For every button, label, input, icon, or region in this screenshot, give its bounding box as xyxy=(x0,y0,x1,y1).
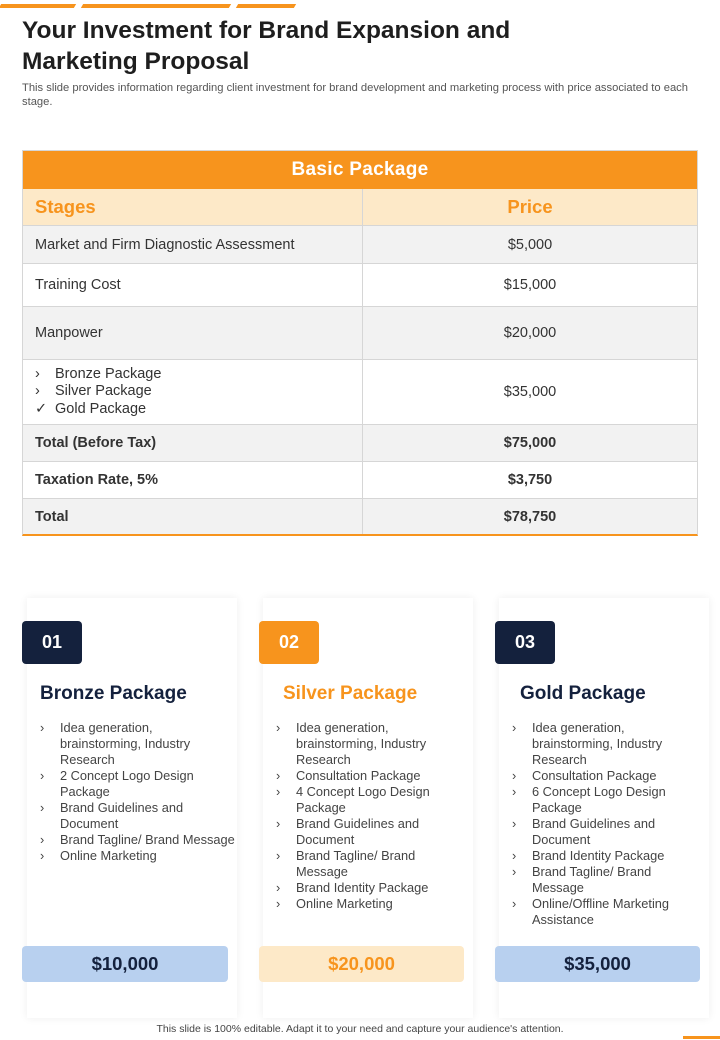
list-item xyxy=(35,383,161,401)
table-row xyxy=(23,263,697,306)
stage-cell: Manpower xyxy=(23,307,363,359)
feature-text: Online Marketing xyxy=(60,848,157,863)
list-item xyxy=(40,800,235,832)
bronze-feature-list xyxy=(40,720,235,864)
list-item xyxy=(35,366,161,384)
feature-text: Brand Guidelines and Document xyxy=(532,816,656,847)
list-item xyxy=(40,768,235,800)
list-item xyxy=(512,896,682,928)
chevron-right-icon: › xyxy=(512,864,517,879)
stage-cell: Taxation Rate, 5% xyxy=(23,462,363,498)
chevron-right-icon: › xyxy=(40,832,45,847)
silver-feature-list xyxy=(276,720,446,912)
feature-text: Brand Identity Package xyxy=(296,880,429,895)
feature-text: Brand Identity Package xyxy=(532,848,665,863)
chevron-right-icon: › xyxy=(276,880,281,895)
feature-text: Brand Guidelines and Document xyxy=(296,816,420,847)
column-header-price: Price xyxy=(507,196,553,217)
feature-text: Online/Offline Marketing Assistance xyxy=(532,896,670,927)
list-item xyxy=(512,768,682,784)
table-row xyxy=(23,306,697,359)
feature-text: 6 Concept Logo Design Package xyxy=(532,784,666,815)
chevron-right-icon: › xyxy=(35,383,40,400)
list-item xyxy=(276,848,446,880)
page-subtitle: This slide provides information regarding client investment for brand development and marketing process with price associated to each stage. xyxy=(22,82,689,108)
feature-text: Brand Guidelines and Document xyxy=(60,800,184,831)
price-cell: $75,000 xyxy=(503,435,557,451)
top-accent-bar xyxy=(0,4,76,8)
package-price: $35,000 xyxy=(495,946,700,982)
chevron-right-icon: › xyxy=(40,848,45,863)
price-cell: $3,750 xyxy=(507,472,553,488)
price-cell: $78,750 xyxy=(503,508,557,525)
list-item xyxy=(40,720,235,768)
list-item xyxy=(276,816,446,848)
feature-text: 2 Concept Logo Design Package xyxy=(60,768,194,799)
price-cell: $20,000 xyxy=(503,325,557,341)
footer-note: This slide is 100% editable. Adapt it to your need and capture your audience's attention. xyxy=(156,1023,564,1035)
stage-cell xyxy=(23,360,363,424)
feature-text: Brand Tagline/ Brand Message xyxy=(60,832,235,847)
table-row xyxy=(23,225,697,263)
chevron-right-icon: › xyxy=(512,816,517,831)
feature-text: Idea generation, brainstorming, Industry Research xyxy=(60,720,191,767)
chevron-right-icon: › xyxy=(276,896,281,911)
package-number-badge: 01 xyxy=(22,621,82,664)
feature-text: Consultation Package xyxy=(532,768,657,783)
top-accent-bar xyxy=(236,4,296,8)
table-heading: Basic Package xyxy=(23,151,697,189)
stage-cell: Total xyxy=(23,499,363,534)
list-item xyxy=(512,816,682,848)
table-header-row xyxy=(23,189,697,225)
feature-text: Consultation Package xyxy=(296,768,421,783)
chevron-right-icon: › xyxy=(512,848,517,863)
chevron-right-icon: › xyxy=(276,816,281,831)
table-row xyxy=(23,359,697,424)
package-number-badge: 03 xyxy=(495,621,555,664)
chevron-right-icon: › xyxy=(35,365,40,382)
stage-cell: Total (Before Tax) xyxy=(23,425,363,461)
package-label: Gold Package xyxy=(55,400,147,417)
chevron-right-icon: › xyxy=(40,800,45,815)
list-item xyxy=(512,864,682,896)
list-item xyxy=(276,784,446,816)
stage-cell: Training Cost xyxy=(23,264,363,306)
feature-text: Idea generation, brainstorming, Industry Research xyxy=(296,720,427,767)
price-cell: $5,000 xyxy=(507,236,553,253)
chevron-right-icon: › xyxy=(512,896,517,911)
feature-text: Brand Tagline/ Brand Message xyxy=(532,864,652,895)
feature-text: Idea generation, brainstorming, Industry Research xyxy=(532,720,663,767)
list-item xyxy=(512,720,682,768)
chevron-right-icon: › xyxy=(276,784,281,799)
table-row xyxy=(23,461,697,498)
package-label: Silver Package xyxy=(55,383,152,400)
chevron-right-icon: › xyxy=(512,768,517,783)
package-number-badge: 02 xyxy=(259,621,319,664)
stage-cell: Market and Firm Diagnostic Assessment xyxy=(23,226,363,263)
list-item xyxy=(40,832,235,848)
checkmark-icon: ✓ xyxy=(35,400,48,417)
chevron-right-icon: › xyxy=(512,720,517,735)
package-title: Gold Package xyxy=(520,683,646,704)
chevron-right-icon: › xyxy=(512,784,517,799)
top-accent-bar xyxy=(81,4,231,8)
list-item xyxy=(35,401,161,419)
package-label: Bronze Package xyxy=(55,365,162,382)
package-title: Bronze Package xyxy=(40,683,187,704)
table-row xyxy=(23,498,697,534)
package-title: Silver Package xyxy=(283,683,418,704)
list-item xyxy=(276,768,446,784)
list-item xyxy=(512,848,682,864)
package-list xyxy=(35,366,161,419)
list-item xyxy=(276,880,446,896)
chevron-right-icon: › xyxy=(276,768,281,783)
feature-text: 4 Concept Logo Design Package xyxy=(296,784,430,815)
chevron-right-icon: › xyxy=(276,848,281,863)
package-price: $20,000 xyxy=(259,946,464,982)
list-item xyxy=(512,784,682,816)
investment-table xyxy=(22,150,698,536)
price-cell: $15,000 xyxy=(503,277,557,293)
chevron-right-icon: › xyxy=(276,720,281,735)
price-cell: $35,000 xyxy=(503,384,557,400)
column-header-stages: Stages xyxy=(23,189,363,225)
list-item xyxy=(276,720,446,768)
table-row xyxy=(23,424,697,461)
package-price: $10,000 xyxy=(22,946,228,982)
footer-accent-bar xyxy=(683,1036,720,1039)
page-title: Your Investment for Brand Expansion and Marketing Proposal xyxy=(22,17,511,75)
list-item xyxy=(40,848,235,864)
gold-feature-list xyxy=(512,720,682,928)
list-item xyxy=(276,896,446,912)
feature-text: Online Marketing xyxy=(296,896,393,911)
chevron-right-icon: › xyxy=(40,720,45,735)
chevron-right-icon: › xyxy=(40,768,45,783)
feature-text: Brand Tagline/ Brand Message xyxy=(296,848,416,879)
